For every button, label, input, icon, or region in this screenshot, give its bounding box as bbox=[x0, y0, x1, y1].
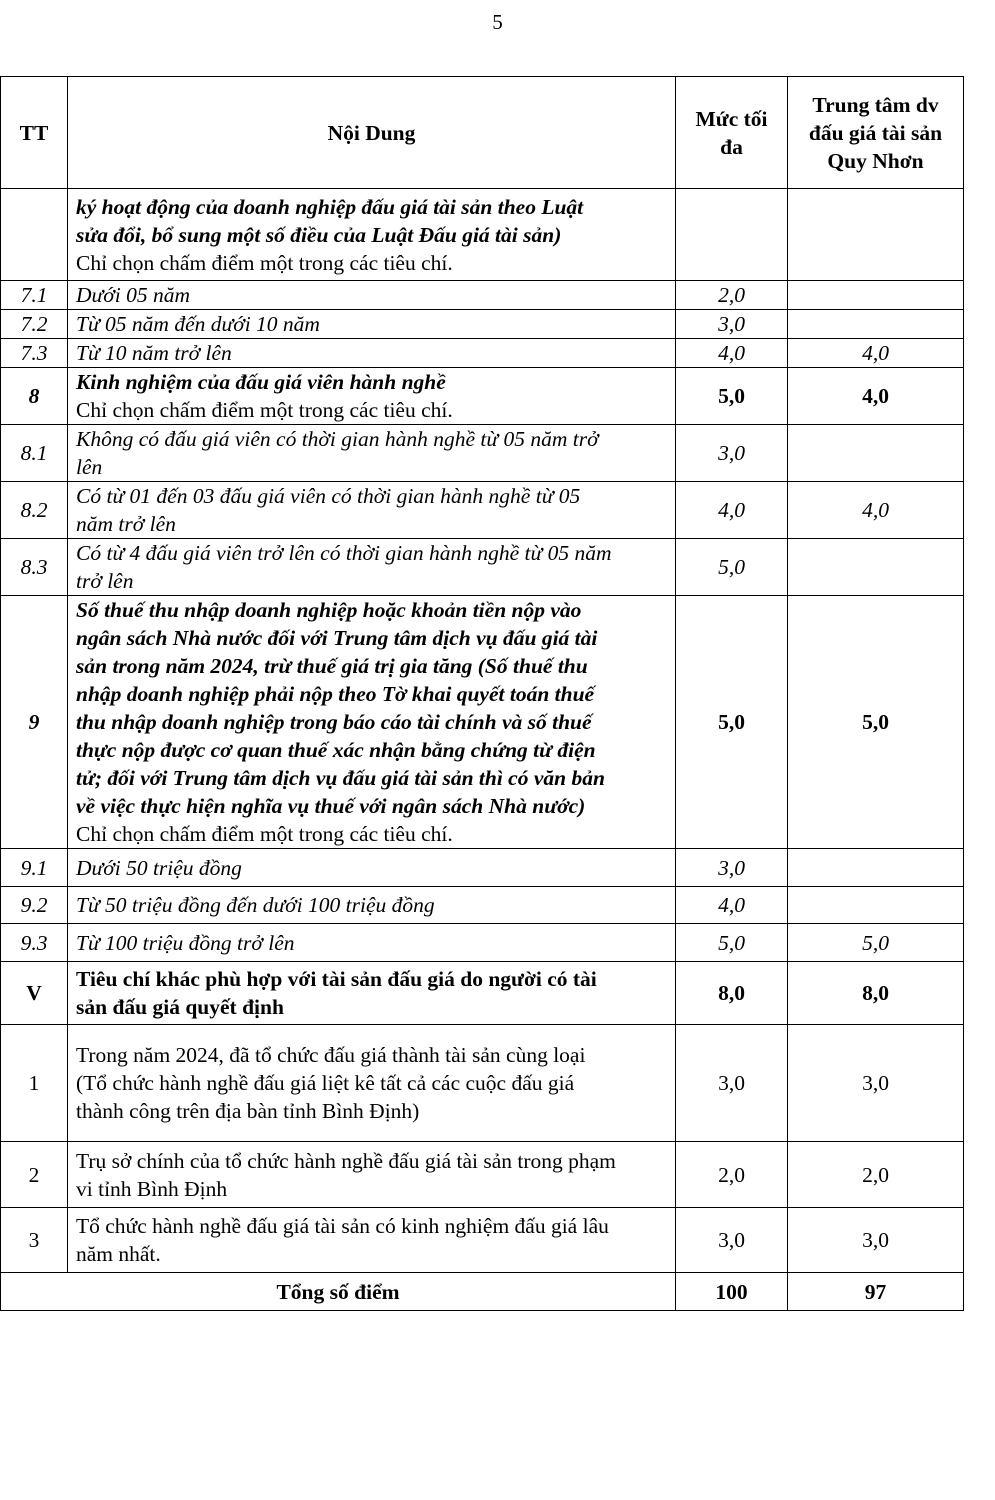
table-row bbox=[1, 924, 964, 962]
content-line: sửa đổi, bổ sung một số điều của Luật Đấu giá tài sản) bbox=[76, 222, 562, 247]
row-max-score: 4,0 bbox=[676, 339, 788, 368]
row-tt: 7.2 bbox=[1, 310, 68, 339]
content-line: tử; đối với Trung tâm dịch vụ đấu giá tài sản thì có văn bản bbox=[76, 766, 605, 790]
row-content bbox=[68, 189, 676, 281]
row-max-score: 3,0 bbox=[676, 1208, 788, 1273]
table-row bbox=[1, 539, 964, 596]
table-row bbox=[1, 339, 964, 368]
content-line: Trong năm 2024, đã tổ chức đấu giá thành tài sản cùng loại bbox=[76, 1043, 586, 1067]
row-max-score: 5,0 bbox=[676, 539, 788, 596]
content-line: vi tỉnh Bình Định bbox=[76, 1176, 228, 1201]
content-line: Số thuế thu nhập doanh nghiệp hoặc khoản tiền nộp vào bbox=[76, 598, 582, 622]
table-row bbox=[1, 425, 964, 482]
row-tt: 9.1 bbox=[1, 849, 68, 887]
row-tt: 1 bbox=[1, 1025, 68, 1142]
content-line: ký hoạt động của doanh nghiệp đấu giá tài sản theo Luật bbox=[76, 194, 584, 219]
row-content bbox=[68, 368, 676, 425]
row-center-score bbox=[788, 539, 964, 596]
table-row bbox=[1, 281, 964, 310]
row-center-score: 4,0 bbox=[788, 368, 964, 425]
row-tt: 2 bbox=[1, 1142, 68, 1208]
content-line: Dưới 05 năm bbox=[76, 283, 190, 307]
content-line: Không có đấu giá viên có thời gian hành nghề từ 05 năm trở bbox=[76, 427, 599, 451]
row-center-score: 4,0 bbox=[788, 339, 964, 368]
total-max: 100 bbox=[676, 1273, 788, 1311]
row-tt: 9 bbox=[1, 596, 68, 849]
row-content bbox=[68, 482, 676, 539]
scoring-table bbox=[0, 76, 964, 1311]
row-center-score bbox=[788, 425, 964, 482]
row-center-score bbox=[788, 887, 964, 924]
row-center-score bbox=[788, 189, 964, 281]
row-content bbox=[68, 924, 676, 962]
content-line: sản trong năm 2024, trừ thuế giá trị gia tăng (Số thuế thu bbox=[76, 654, 588, 678]
header-tt: TT bbox=[1, 77, 68, 189]
criteria-note: Chỉ chọn chấm điểm một trong các tiêu chí. bbox=[76, 398, 453, 422]
content-line: Có từ 4 đấu giá viên trở lên có thời gian hành nghề từ 05 năm bbox=[76, 541, 612, 565]
row-center-score: 2,0 bbox=[788, 1142, 964, 1208]
table-row bbox=[1, 887, 964, 924]
content-line: sản đấu giá quyết định bbox=[76, 995, 284, 1019]
header-row bbox=[1, 77, 964, 189]
row-max-score: 5,0 bbox=[676, 368, 788, 425]
table-row bbox=[1, 482, 964, 539]
row-tt: 8 bbox=[1, 368, 68, 425]
header-content: Nội Dung bbox=[68, 77, 676, 189]
content-line: (Tổ chức hành nghề đấu giá liệt kê tất cả các cuộc đấu giá bbox=[76, 1071, 575, 1095]
content-line: lên bbox=[76, 455, 103, 479]
row-content bbox=[68, 849, 676, 887]
row-tt: 8.1 bbox=[1, 425, 68, 482]
row-tt bbox=[1, 189, 68, 281]
row-content bbox=[68, 539, 676, 596]
row-content bbox=[68, 887, 676, 924]
header-center: Trung tâm dv đấu giá tài sản Quy Nhơn bbox=[788, 77, 964, 189]
content-line: Từ 10 năm trở lên bbox=[76, 341, 232, 365]
content-line: Tiêu chí khác phù hợp với tài sản đấu giá do người có tài bbox=[76, 967, 597, 991]
row-content bbox=[68, 281, 676, 310]
row-tt: 7.3 bbox=[1, 339, 68, 368]
content-line: trở lên bbox=[76, 569, 134, 593]
row-center-score: 4,0 bbox=[788, 482, 964, 539]
row-content bbox=[68, 339, 676, 368]
row-tt: 3 bbox=[1, 1208, 68, 1273]
row-tt: 9.2 bbox=[1, 887, 68, 924]
row-content bbox=[68, 1025, 676, 1142]
row-max-score: 8,0 bbox=[676, 962, 788, 1025]
content-line: thực nộp được cơ quan thuế xác nhận bằng chứng từ điện bbox=[76, 738, 596, 762]
header-max: Mức tối đa bbox=[676, 77, 788, 189]
row-max-score: 2,0 bbox=[676, 281, 788, 310]
content-line: nhập doanh nghiệp phải nộp theo Tờ khai quyết toán thuế bbox=[76, 682, 595, 706]
row-max-score: 3,0 bbox=[676, 310, 788, 339]
content-line: ngân sách Nhà nước đối với Trung tâm dịch vụ đấu giá tài bbox=[76, 626, 598, 650]
content-line: Từ 100 triệu đồng trở lên bbox=[76, 930, 295, 955]
total-row bbox=[1, 1273, 964, 1311]
page-number: 5 bbox=[492, 10, 503, 34]
row-content bbox=[68, 1208, 676, 1273]
criteria-note: Chỉ chọn chấm điểm một trong các tiêu chí. bbox=[76, 250, 453, 275]
content-line: Tổ chức hành nghề đấu giá tài sản có kinh nghiệm đấu giá lâu bbox=[76, 1214, 609, 1238]
row-center-score: 8,0 bbox=[788, 962, 964, 1025]
table-row bbox=[1, 189, 964, 281]
content-line: năm trở lên bbox=[76, 512, 176, 536]
row-max-score: 5,0 bbox=[676, 596, 788, 849]
table-row bbox=[1, 849, 964, 887]
total-label: Tổng số điểm bbox=[1, 1273, 676, 1311]
row-center-score: 5,0 bbox=[788, 596, 964, 849]
row-content bbox=[68, 596, 676, 849]
row-max-score: 5,0 bbox=[676, 924, 788, 962]
table-row bbox=[1, 962, 964, 1025]
content-line: thu nhập doanh nghiệp trong báo cáo tài chính và số thuế bbox=[76, 710, 592, 734]
total-score: 97 bbox=[788, 1273, 964, 1311]
row-max-score: 3,0 bbox=[676, 425, 788, 482]
row-max-score: 3,0 bbox=[676, 1025, 788, 1142]
row-content bbox=[68, 310, 676, 339]
criteria-note: Chỉ chọn chấm điểm một trong các tiêu chí. bbox=[76, 822, 453, 846]
row-center-score: 3,0 bbox=[788, 1025, 964, 1142]
content-line: Dưới 50 triệu đồng bbox=[76, 855, 242, 880]
content-line: Có từ 01 đến 03 đấu giá viên có thời gian hành nghề từ 05 bbox=[76, 484, 581, 508]
content-line: năm nhất. bbox=[76, 1242, 161, 1266]
content-line: thành công trên địa bàn tỉnh Bình Định) bbox=[76, 1099, 420, 1123]
row-content bbox=[68, 1142, 676, 1208]
row-center-score: 3,0 bbox=[788, 1208, 964, 1273]
row-max-score bbox=[676, 189, 788, 281]
row-tt: 7.1 bbox=[1, 281, 68, 310]
content-line: Kinh nghiệm của đấu giá viên hành nghề bbox=[76, 370, 446, 394]
table-row bbox=[1, 596, 964, 849]
table-row bbox=[1, 368, 964, 425]
row-center-score bbox=[788, 310, 964, 339]
row-content bbox=[68, 962, 676, 1025]
row-center-score bbox=[788, 281, 964, 310]
row-max-score: 4,0 bbox=[676, 482, 788, 539]
row-tt: V bbox=[1, 962, 68, 1025]
content-line: Từ 05 năm đến dưới 10 năm bbox=[76, 312, 320, 336]
row-center-score: 5,0 bbox=[788, 924, 964, 962]
table-row bbox=[1, 1142, 964, 1208]
row-max-score: 3,0 bbox=[676, 849, 788, 887]
content-line: về việc thực hiện nghĩa vụ thuế với ngân sách Nhà nước) bbox=[76, 794, 586, 818]
table-row bbox=[1, 1208, 964, 1273]
row-tt: 8.3 bbox=[1, 539, 68, 596]
content-line: Từ 50 triệu đồng đến dưới 100 triệu đồng bbox=[76, 893, 435, 917]
table-row bbox=[1, 310, 964, 339]
row-tt: 8.2 bbox=[1, 482, 68, 539]
row-center-score bbox=[788, 849, 964, 887]
content-line: Trụ sở chính của tổ chức hành nghề đấu giá tài sản trong phạm bbox=[76, 1148, 616, 1173]
row-content bbox=[68, 425, 676, 482]
row-tt: 9.3 bbox=[1, 924, 68, 962]
row-max-score: 4,0 bbox=[676, 887, 788, 924]
table-row bbox=[1, 1025, 964, 1142]
row-max-score: 2,0 bbox=[676, 1142, 788, 1208]
